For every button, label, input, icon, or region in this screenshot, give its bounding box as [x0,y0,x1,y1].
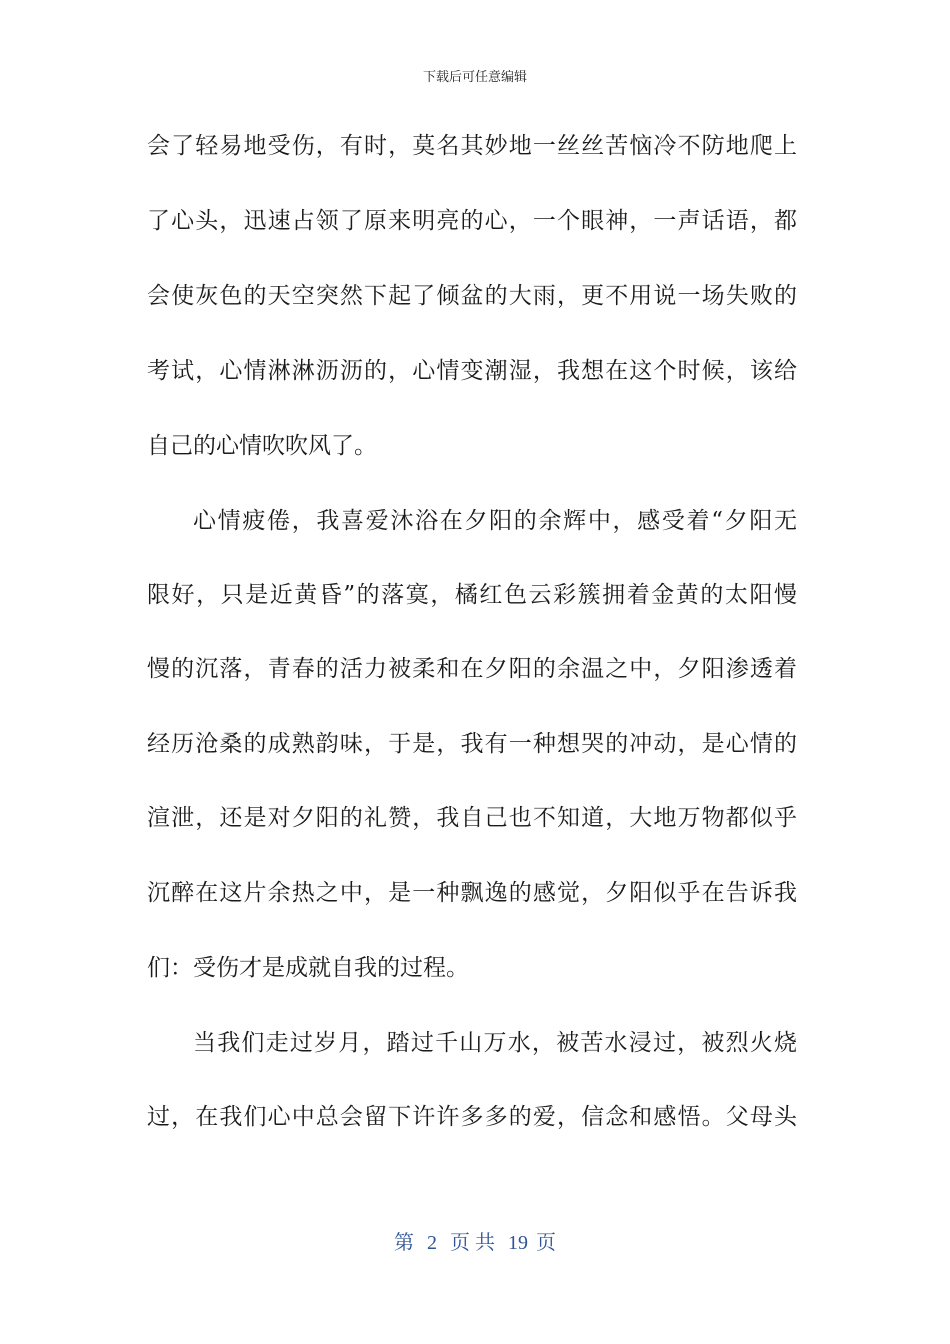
footer-suffix: 页 [536,1232,556,1254]
text-line: 会使灰色的天空突然下起了倾盆的大雨，更不用说一场失败的 [147,283,797,309]
text-line: 自己的心情吹吹风了。 [147,433,377,459]
text-line: 心情疲倦，我喜爱沐浴在夕阳的余辉中，感受着“夕阳无 [193,508,797,534]
footer-prefix: 第 [394,1232,414,1254]
text-line: 了心头，迅速占领了原来明亮的心，一个眼神，一声话语，都 [147,208,797,234]
text-line: 限好，只是近黄昏”的落寞，橘红色云彩簇拥着金黄的太阳慢 [147,582,797,608]
text-line: 沉醉在这片余热之中，是一种飘逸的感觉，夕阳似乎在告诉我 [147,880,797,906]
text-line: 当我们走过岁月，踏过千山万水，被苦水浸过，被烈火烧 [193,1030,797,1056]
page-footer [0,1226,950,1255]
text-line: 过，在我们心中总会留下许许多多的爱，信念和感悟。父母头 [147,1104,797,1130]
text-line: 渲泄，还是对夕阳的礼赞，我自己也不知道，大地万物都似乎 [147,805,797,831]
text-line: 们：受伤才是成就自我的过程。 [147,955,469,981]
footer-middle: 页 共 [450,1232,495,1254]
text-line: 经历沧桑的成熟韵味，于是，我有一种想哭的冲动，是心情的 [147,731,797,757]
header-note: 下载后可任意编辑 [422,70,527,85]
text-line: 慢的沉落，青春的活力被柔和在夕阳的余温之中，夕阳渗透着 [147,656,797,682]
text-line: 会了轻易地受伤，有时，莫名其妙地一丝丝苦恼冷不防地爬上 [147,133,797,159]
text-line: 考试，心情淋淋沥沥的，心情变潮湿，我想在这个时候，该给 [147,358,797,384]
footer-page-number: 2 [427,1232,437,1254]
footer-total-pages: 19 [508,1232,528,1254]
